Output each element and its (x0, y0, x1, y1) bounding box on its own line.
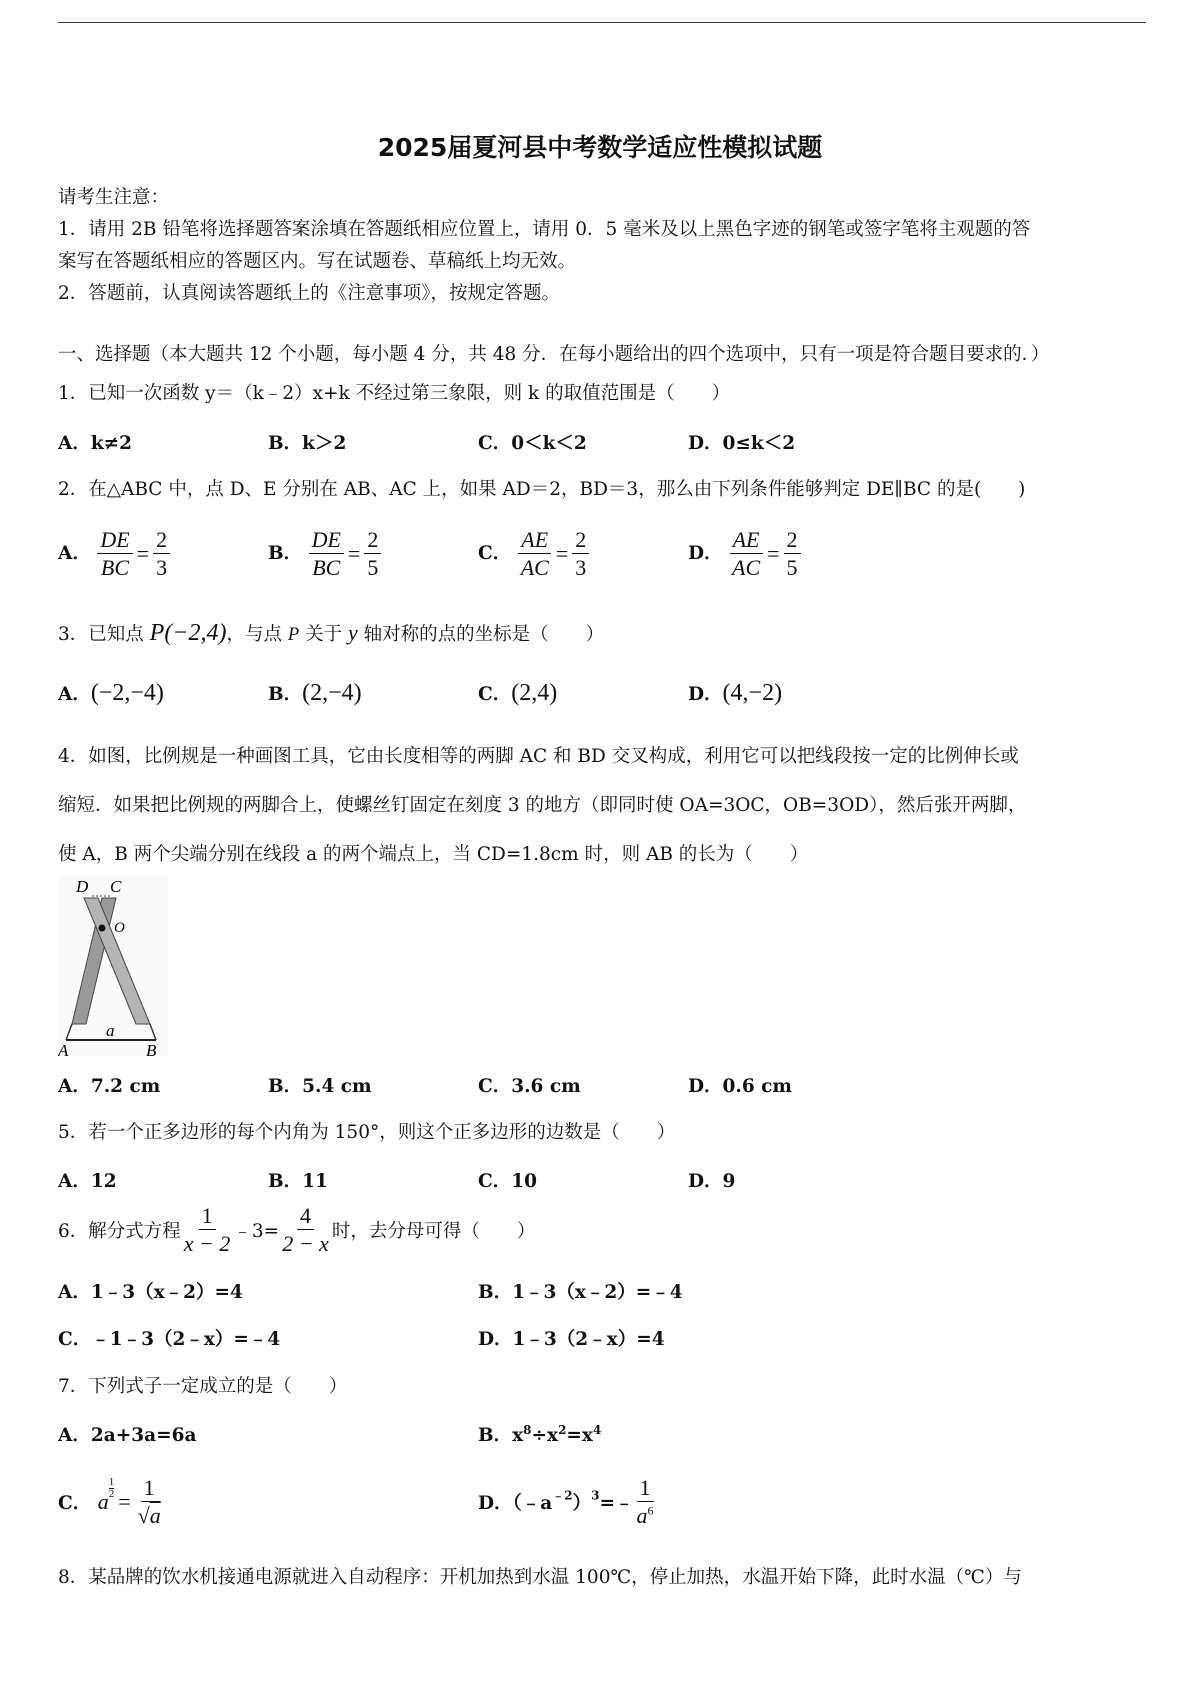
q2-option-b: B． $\frac{DE}{BC}$ = $\frac{2}{5}$ (268, 527, 381, 581)
q2-b-fraction: $\frac{DE}{BC}$ (309, 527, 344, 581)
q5-option-a: A．12 (58, 1171, 117, 1192)
q2-c-label: C． (478, 542, 512, 564)
label-o: O (114, 920, 125, 936)
question-7-stem: 7．下列式子一定成立的是（ ） (58, 1376, 348, 1397)
q4-option-a: A．7.2 cm (58, 1076, 161, 1097)
question-2-stem: 2．在△ABC 中，点 D、E 分别在 AB、AC 上，如果 AD＝2，BD＝3，那么由下列条件能够判定 DE∥BC 的是( ) (58, 479, 1026, 500)
q3-point: P(−2,4) (149, 620, 227, 646)
notice-item-2: 2．答题前，认真阅读答题纸上的《注意事项》，按规定答题。 (58, 283, 561, 304)
question-4-stem-line1: 4．如图，比例规是一种画图工具，它由长度相等的两脚 AC 和 BD 交叉构成，利用它可以把线段按一定的比例伸长或 (58, 746, 1019, 767)
q2-d-ratio: $\frac{2}{5}$ (784, 527, 801, 581)
q6-option-d: D．1﹣3（2﹣x）=4 (478, 1329, 665, 1350)
notice-item-1: 1．请用 2B 铅笔将选择题答案涂填在答题纸相应位置上，请用 0．5 毫米及以上黑色字迹的钢笔或签字笔将主观题的答 (58, 219, 1031, 240)
q2-a-fraction: $\frac{DE}{BC}$ (97, 527, 132, 581)
q7-option-c: C． a $\frac{1}{2}$ = $\frac{1}{√a}$ (58, 1475, 164, 1529)
question-5-stem: 5．若一个正多边形的每个内角为 150°，则这个正多边形的边数是（ ） (58, 1122, 676, 1143)
question-4-stem-line2: 缩短．如果把比例规的两脚合上，使螺丝钉固定在刻度 3 的地方（即同时使 OA=3OC，OB=3OD），然后张开两脚， (58, 795, 1027, 816)
question-8-stem: 8．某品牌的饮水机接通电源就进入自动程序：开机加热到水温 100℃，停止加热，水温开始下降，此时水温（℃）与 (58, 1567, 1022, 1588)
proportional-compass-figure (58, 876, 168, 1056)
q5-option-b: B．11 (268, 1171, 328, 1192)
q1-option-d: D．0≤k＜2 (688, 433, 796, 454)
label-a: A (58, 1041, 69, 1056)
label-b: B (146, 1041, 157, 1056)
q7-option-a: A．2a+3a=6a (58, 1425, 197, 1446)
q4-option-d: D．0.6 cm (688, 1076, 793, 1097)
q1-option-c: C．0＜k＜2 (478, 433, 587, 454)
q3-option-d: D．(4,−2) (688, 680, 783, 706)
question-6-stem: 6．解分式方程 $\frac{1}{x - 2}$ ﹣3= $\frac{4}{2 - x}$ 时，去分母可得（ ） (58, 1203, 536, 1257)
q6-option-b: B．1﹣3（x﹣2）=﹣4 (478, 1282, 683, 1303)
q3-option-c: C．(2,4) (478, 680, 558, 706)
q7-c-exponent: $\frac{1}{2}$ (108, 1475, 115, 1500)
q7-option-d: D．$(﹣a^{﹣2})^3=﹣$ $\frac{1}{a^6}$ (478, 1475, 657, 1529)
q7-option-b: B．$x^8\div x^2=x^4$ (478, 1422, 602, 1446)
question-3-stem: 3．已知点 P(−2,4)，与点 P 关于 y 轴对称的点的坐标是（ ） (58, 620, 605, 646)
label-d: D (76, 877, 89, 896)
label-segment-a: a (106, 1021, 115, 1040)
q2-option-a: A． $\frac{DE}{BC}$ = $\frac{2}{3}$ (58, 527, 170, 581)
q2-a-ratio: $\frac{2}{3}$ (153, 527, 170, 581)
q4-option-b: B．5.4 cm (268, 1076, 372, 1097)
q7-c-fraction: $\frac{1}{√a}$ (137, 1475, 161, 1529)
q2-b-ratio: $\frac{2}{5}$ (364, 527, 381, 581)
q7-d-fraction: $\frac{1}{a^6}$ (636, 1475, 654, 1529)
q6-option-a: A．1﹣3（x﹣2）=4 (58, 1282, 243, 1303)
q2-c-ratio: $\frac{2}{3}$ (572, 527, 589, 581)
question-1-stem: 1．已知一次函数 y＝（k﹣2）x+k 不经过第三象限，则 k 的取值范围是（ ） (58, 383, 731, 404)
header-rule (58, 22, 1146, 23)
q2-d-label: D． (688, 542, 723, 564)
q2-c-fraction: $\frac{AE}{AC}$ (518, 527, 552, 581)
page-title: 2025届夏河县中考数学适应性模拟试题 (377, 133, 823, 162)
notice-item-1-cont: 案写在答题纸相应的答题区内。写在试题卷、草稿纸上均无效。 (58, 251, 577, 272)
q2-b-label: B． (268, 542, 303, 564)
q2-d-fraction: $\frac{AE}{AC}$ (729, 527, 763, 581)
q2-option-c: C． $\frac{AE}{AC}$ = $\frac{2}{3}$ (478, 527, 589, 581)
q6-option-c: C．﹣1﹣3（2﹣x）=﹣4 (58, 1329, 281, 1350)
q3-option-b: B．(2,−4) (268, 680, 362, 706)
label-c: C (110, 877, 122, 896)
q6-fraction-2: $\frac{4}{2 - x}$ (282, 1203, 329, 1257)
q5-option-d: D．9 (688, 1171, 736, 1192)
q3-option-a: A．(−2,−4) (58, 680, 164, 706)
q5-option-c: C．10 (478, 1171, 537, 1192)
q4-option-c: C．3.6 cm (478, 1076, 581, 1097)
q1-option-a: A．k≠2 (58, 433, 133, 454)
notice-heading: 请考生注意： (58, 187, 170, 208)
q1-option-b: B．k＞2 (268, 433, 347, 454)
q6-fraction-1: $\frac{1}{x - 2}$ (183, 1203, 231, 1257)
section-heading: 一、选择题（本大题共 12 个小题，每小题 4 分，共 48 分．在每小题给出的四个选项中，只有一项是符合题目要求的．） (58, 344, 1050, 365)
pivot-screw (99, 925, 106, 932)
q2-option-d: D． $\frac{AE}{AC}$ = $\frac{2}{5}$ (688, 527, 801, 581)
question-4-stem-line3: 使 A，B 两个尖端分别在线段 a 的两个端点上，当 CD=1.8cm 时，则 AB 的长为（ ） (58, 844, 809, 865)
q2-a-label: A． (58, 542, 91, 564)
